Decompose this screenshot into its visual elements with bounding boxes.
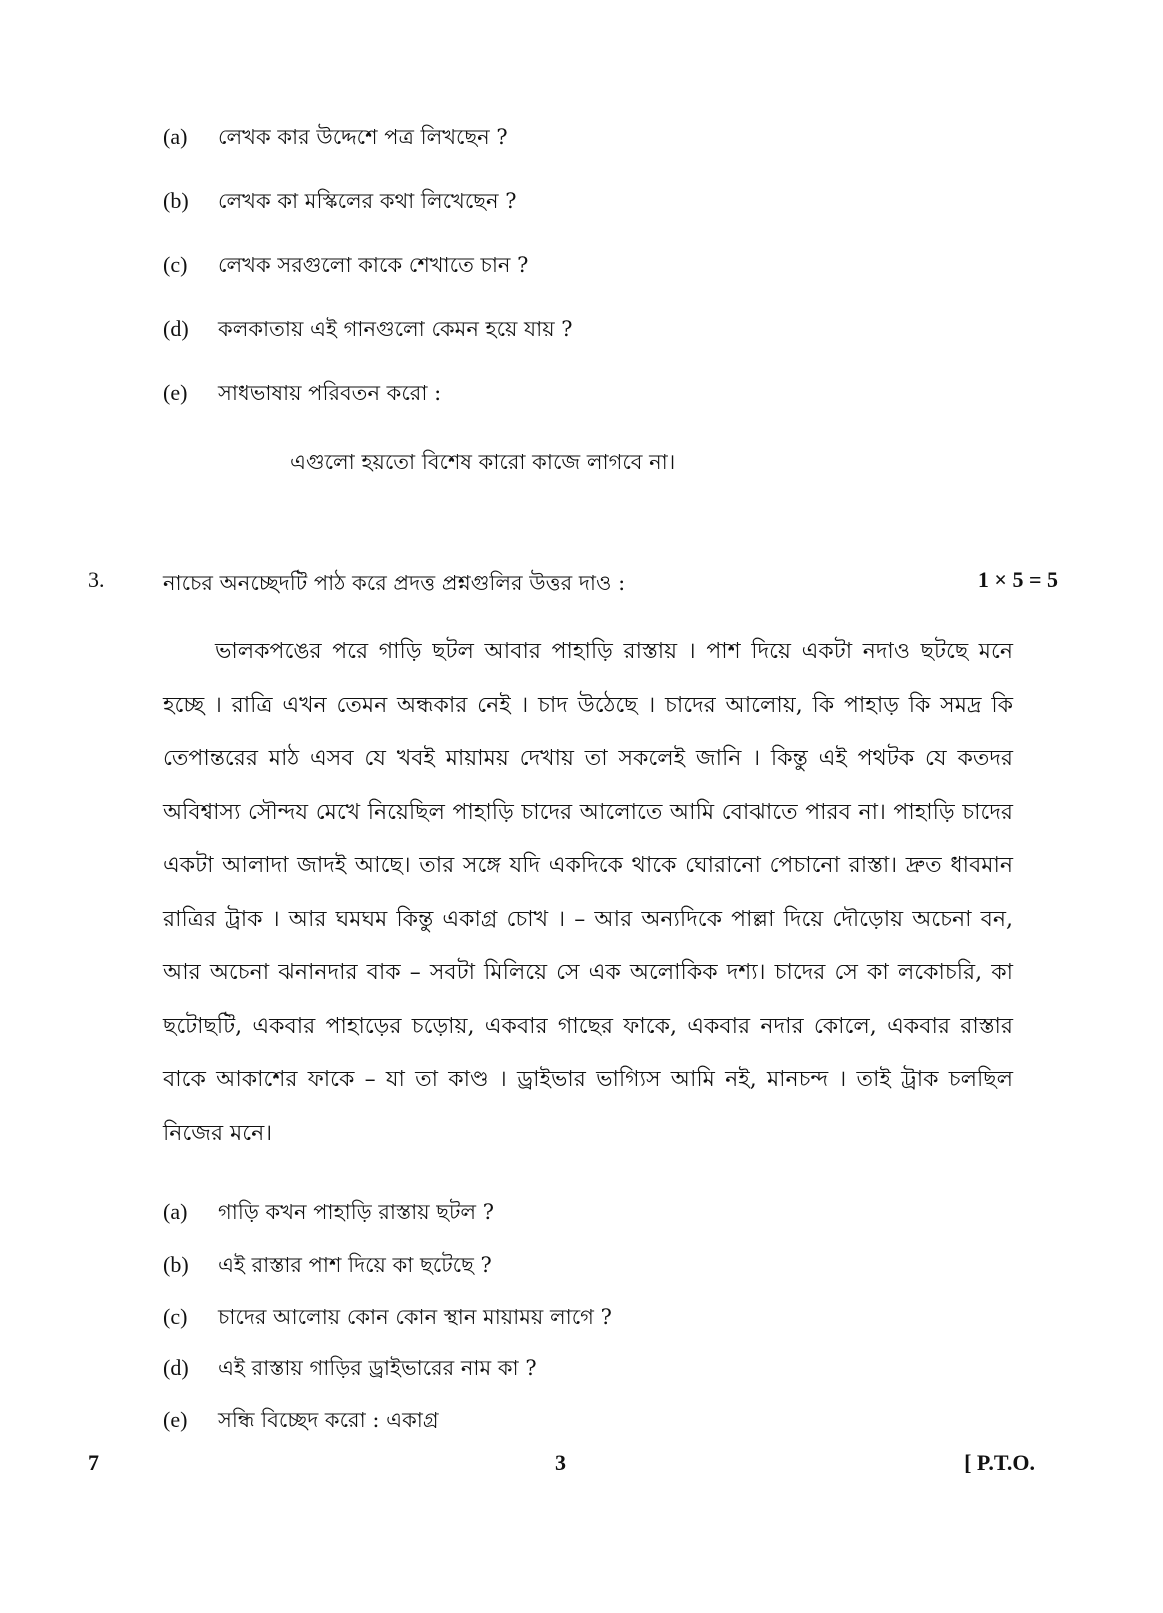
question-number: 3. [88, 567, 105, 592]
marks: 1 × 5 = 5 [977, 567, 1058, 592]
question-text: সন্ধি বিচ্ছেদ করো : একাগ্র [218, 1408, 439, 1432]
question-c [163, 250, 528, 280]
question-text: লেখক কার উদ্দেশে পত্র লিখছেন ? [218, 125, 508, 149]
question-text: সাধভাষায় পরিবতন করো : [218, 381, 442, 405]
question-d [163, 314, 573, 344]
question-label: (a) [163, 124, 188, 149]
question-b [163, 186, 516, 216]
question-text: লেখক সরগুলো কাকে শেখাতে চান ? [218, 253, 529, 277]
page-number: 3 [555, 1450, 566, 1475]
question-heading: নাচের অনচ্ছেদটি পাঠ করে প্রদত্ত প্রশ্নগুলির উত্তর দাও : [163, 571, 626, 595]
passage: ভালকপঙের পরে গাড়ি ছটল আবার পাহাড়ি রাস্তায় । পাশ দিয়ে একটা নদাও ছটছে মনে হচ্ছে । রাত্রি এখন তেমন অন্ধকার নেই । চাদ উঠেছে । চাদের আলোয়, কি পাহাড় কি সমদ্র কি তেপান্তরের মাঠ এসব যে খবই মায়াময় দেখায় তা সকলেই জানি । কিন্তু এই পথটক যে কতদর অবিশ্বাস্য সৌন্দয মেখে নিয়েছিল পাহাড়ি চাদের আলোতে আমি বোঝাতে পারব না। পাহাড়ি চাদের একটা আলাদা জাদই আছে। তার সঙ্গে যদি একদিকে থাকে ঘোরানো পেচানো রাস্তা। দ্রুত ধাবমান রাত্রির ট্রাক । আর ঘমঘম কিন্তু একাগ্র চোখ । – আর অন্যদিকে পাল্লা দিয়ে দৌড়োয় অচেনা বন, আর অচেনা ঝনানদার বাক – সবটা মিলিয়ে সে এক অলোকিক দশ্য। চাদের সে কা লকোচরি, কা ছটোছটি, একবার পাহাড়ের চড়োয়, একবার গাছের ফাকে, একবার নদার কোলে, একবার রাস্তার বাকে আকাশের ফাকে – যা তা কাণ্ড । ড্রাইভার ভাগ্যিস আমি নই, মানচন্দ । তাই ট্রাক চলছিল নিজের মনে। [163, 639, 1013, 1146]
pto-note: [ P.T.O. [964, 1450, 1035, 1475]
question-label: (a) [163, 1199, 188, 1224]
q3-question-a [163, 1197, 494, 1227]
question-text: চাদের আলোয় কোন কোন স্থান মায়াময় লাগে ? [218, 1305, 612, 1329]
q3-question-d [163, 1353, 537, 1383]
example-sentence: এগুলো হয়তো বিশেষ কারো কাজে লাগবে না। [290, 450, 676, 474]
question-label: (e) [163, 1407, 188, 1432]
question-text: কলকাতায় এই গানগুলো কেমন হয়ে যায় ? [218, 317, 573, 341]
question-label: (c) [163, 252, 188, 277]
question-text: লেখক কা মস্কিলের কথা লিখেছেন ? [218, 189, 517, 213]
question-text: এই রাস্তার পাশ দিয়ে কা ছটেছে ? [218, 1253, 492, 1277]
footer-code: 7 [88, 1450, 99, 1475]
q3-question-e [163, 1405, 439, 1435]
question-label: (d) [163, 1355, 189, 1380]
question-label: (c) [163, 1304, 188, 1329]
question-label: (d) [163, 316, 189, 341]
question-label: (e) [163, 380, 188, 405]
question-a [163, 122, 508, 152]
question-label: (b) [163, 188, 189, 213]
question-label: (b) [163, 1252, 189, 1277]
question-text: এই রাস্তায় গাড়ির ড্রাইভারের নাম কা ? [218, 1356, 537, 1380]
question-e [163, 378, 441, 408]
q3-question-c [163, 1302, 612, 1332]
question-text: গাড়ি কখন পাহাড়ি রাস্তায় ছটল ? [218, 1200, 494, 1224]
q3-question-b [163, 1250, 492, 1280]
